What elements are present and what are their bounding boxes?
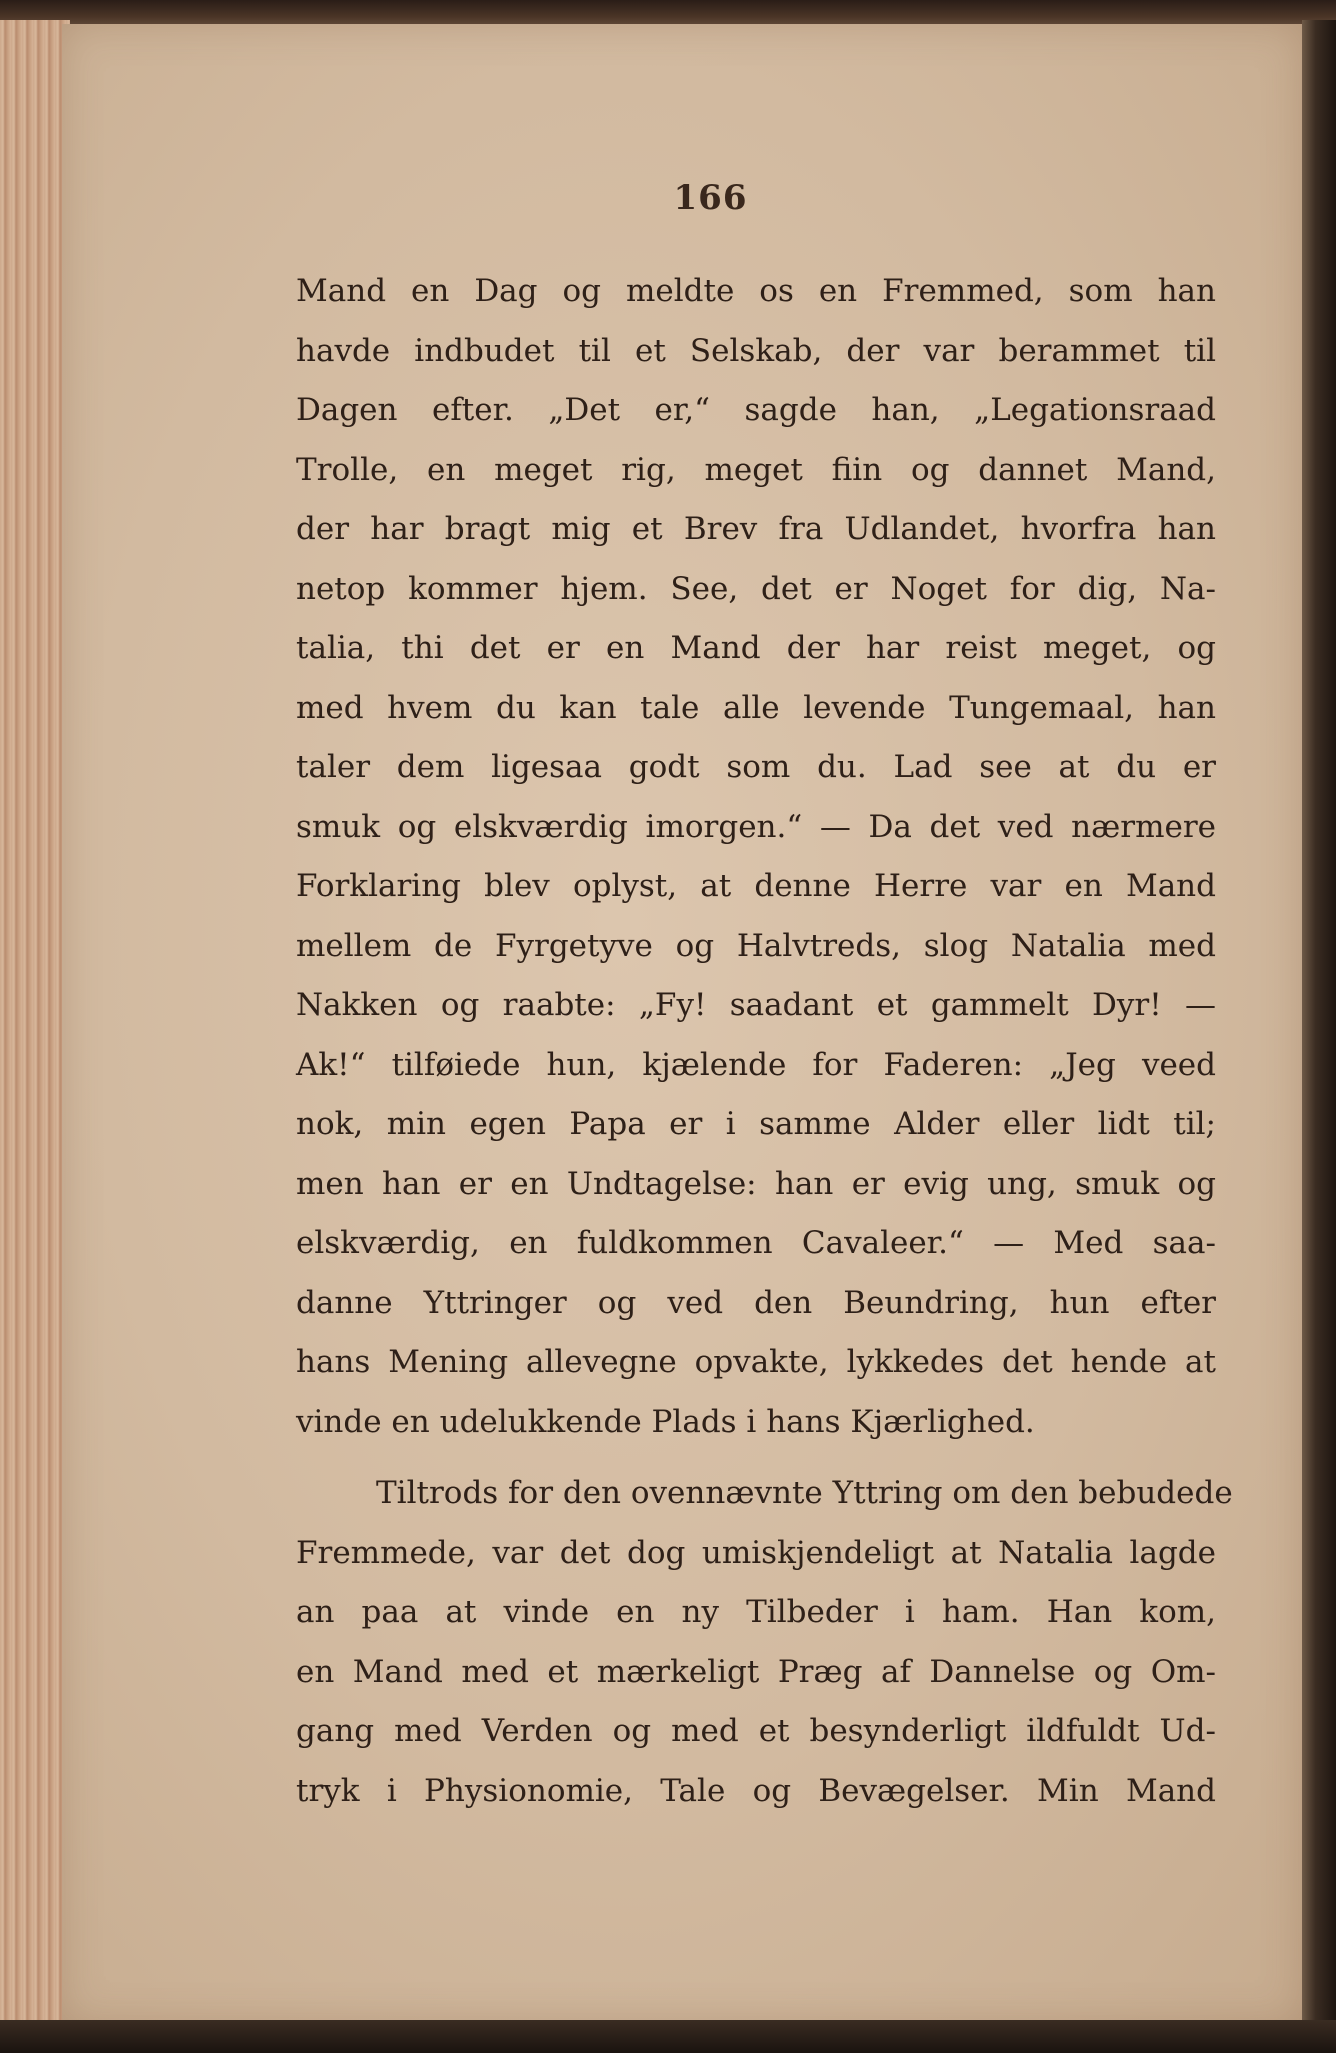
page-number: 166: [673, 178, 748, 218]
text-line: taler dem ligesaa godt som du. Lad see at du er: [296, 749, 1216, 785]
paragraph-gap: [296, 1452, 1216, 1464]
text-line: tryk i Physionomie, Tale og Bevægelser. Min Mand: [296, 1772, 1216, 1809]
text-line: talia, thi det er en Mand der har reist meget, og: [296, 630, 1216, 666]
text-line: Nakken og raabte: „Fy! saadant et gammelt Dyr! —: [296, 987, 1216, 1023]
text-line: Mand en Dag og meldte os en Fremmed, som han: [296, 273, 1216, 309]
book-bottom-edge: [0, 2020, 1336, 2053]
text-line: Dagen efter. „Det er,“ sagde han, „Legationsraad: [296, 392, 1216, 428]
text-line: an paa at vinde en ny Tilbeder i ham. Han kom,: [296, 1594, 1216, 1630]
text-line: Ak!“ tilføiede hun, kjælende for Faderen: „Jeg veed: [296, 1046, 1216, 1083]
paragraph: [296, 1464, 1233, 1821]
text-line: Trolle, en meget rig, meget fiin og dannet Mand,: [296, 451, 1216, 488]
text-line: mellem de Fyrgetyve og Halvtreds, slog Natalia med: [296, 927, 1216, 964]
page-text: [296, 262, 1233, 1821]
book-gutter-shadow: [1302, 20, 1336, 2030]
text-line: smuk og elskværdig imorgen.“ — Da det ved nærmere: [296, 808, 1216, 845]
text-line: med hvem du kan tale alle levende Tungemaal, han: [296, 689, 1216, 726]
text-line: hans Mening allevegne opvakte, lykkedes det hende at: [296, 1344, 1216, 1380]
text-line: elskværdig, en fuldkommen Cavaleer.“ — Med saa-: [296, 1225, 1216, 1261]
text-line: havde indbudet til et Selskab, der var berammet til: [296, 332, 1216, 369]
paragraph: [296, 262, 1216, 1452]
text-line: der har bragt mig et Brev fra Udlandet, hvorfra han: [296, 511, 1216, 547]
text-line: gang med Verden og med et besynderligt ildfuldt Ud-: [296, 1713, 1216, 1749]
text-line: en Mand med et mærkeligt Præg af Dannelse og Om-: [296, 1653, 1216, 1690]
text-line: netop kommer hjem. See, det er Noget for dig, Na-: [296, 570, 1216, 607]
book-page-stack-edge: [0, 20, 70, 2030]
text-line: Forklaring blev oplyst, at denne Herre var en Mand: [296, 868, 1216, 904]
text-line: men han er en Undtagelse: han er evig ung, smuk og: [296, 1165, 1216, 1202]
text-line: nok, min egen Papa er i samme Alder eller lidt til;: [296, 1106, 1216, 1142]
text-line: danne Yttringer og ved den Beundring, hun efter: [296, 1284, 1216, 1321]
text-line: vinde en udelukkende Plads i hans Kjærlighed.: [296, 1403, 1035, 1440]
text-line: Fremmede, var det dog umiskjendeligt at Natalia lagde: [296, 1534, 1216, 1571]
text-line: Tiltrods for den ovennævnte Yttring om den bebudede: [376, 1475, 1233, 1511]
